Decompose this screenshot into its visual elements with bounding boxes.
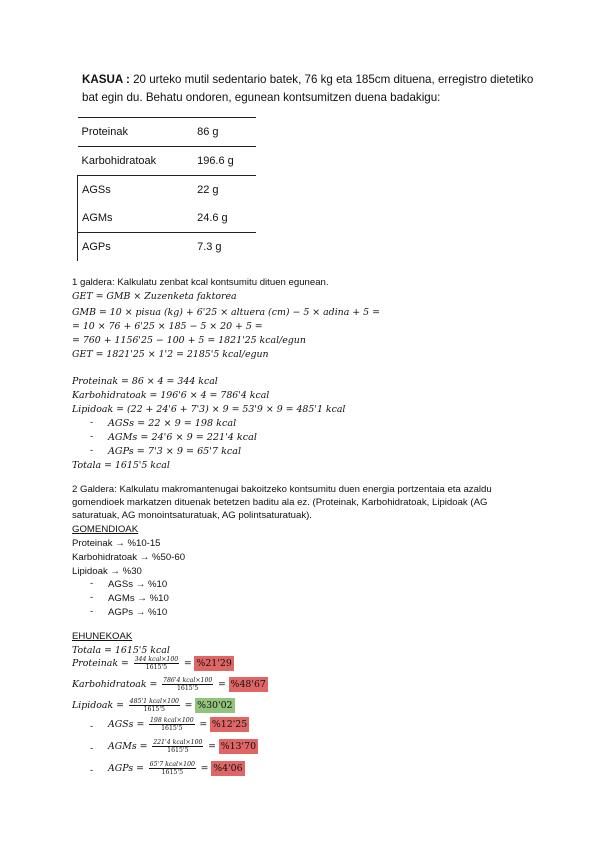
bullet: - (90, 721, 94, 732)
fraction-denominator: 1615'5 (143, 706, 165, 713)
fraction-numerator: 344 kcal×100 (134, 656, 179, 663)
row-name: AGPs (78, 233, 198, 262)
q1-line: GMB = 10 × pisua (kg) + 6'25 × altuera (cm) − 5 × adina + 5 = (72, 307, 380, 318)
percentage-label: AGSs = (108, 719, 145, 731)
lipid-line: AGMs = 24'6 × 9 = 221'4 kcal (108, 432, 257, 443)
total-line: Totala = 1615'5 kcal (72, 645, 170, 656)
percentage-line: Proteinak = $\frac{\text{344 kcal×100}}{1615'5}$ = %21'29 (72, 656, 232, 671)
case-text: 20 urteko mutil sedentario batek, 76 kg eta 185cm dituena, erregistro dietetiko bat egin du. Behatu ondoren, egunean kontsumitzen duena badakigu: (82, 73, 534, 104)
ehunekoak-heading: EHUNEKOAK (72, 631, 133, 642)
macro-line: Lipidoak = (22 + 24'6 + 7'3) × 9 = 53'9 × 9 = 485'1 kcal (72, 404, 346, 415)
percentage-fraction (134, 656, 180, 671)
recommendation-sub: AGPs → %10 (108, 607, 168, 618)
case-intro (82, 71, 552, 107)
table-row (78, 176, 257, 205)
row-value: 22 g (197, 176, 256, 205)
recommendation-sub: AGMs → %10 (108, 593, 169, 604)
percentage-fraction (152, 739, 203, 754)
percentage-label: Karbohidratoak = (72, 679, 158, 691)
percentage-line: Karbohidratoak = $\frac{\text{786'4 kcal×100}}{1615'5}$ = %48'67 (72, 677, 266, 692)
table-row (78, 118, 257, 147)
macro-line: Karbohidratoak = 196'6 × 4 = 786'4 kcal (72, 390, 270, 401)
percentage-label: AGPs = (108, 763, 144, 775)
bullet: - (90, 765, 94, 776)
total-line: Totala = 1615'5 kcal (72, 460, 170, 471)
fraction-numerator: 221'4 kcal×100 (153, 739, 203, 746)
percentage-fraction (162, 677, 213, 692)
recommendation-line: Karbohidratoak → %50-60 (72, 552, 186, 563)
percentage-fraction (149, 717, 195, 732)
bullet: - (90, 445, 94, 456)
percentage-label: Proteinak = (72, 658, 129, 670)
fraction-denominator: 1615'5 (161, 769, 184, 776)
fraction-numerator: 65'7 kcal×100 (149, 761, 195, 768)
recommendation-line: Lipidoak → %30 (72, 566, 142, 577)
q1-line: GET = GMB × Zuzenketa faktorea (72, 291, 237, 302)
row-value: 24.6 g (197, 212, 228, 224)
bullet: - (90, 606, 94, 617)
percentage-fraction (149, 761, 196, 776)
q2-title: 2 Galdera: Kalkulatu makromantenugai bakoitzeko kontsumitu duen energia portzentaia eta azaldu gomendioek markatzen dituenak betetzen baditu ala ez. (Proteinak, Karbohidratoak, Lipidoak (AG saturatuak, AG monointsaturatuak, AG polintsaturatuak). (72, 484, 492, 521)
bullet: - (90, 743, 94, 754)
percentage-result: %48'67 (230, 679, 266, 690)
table-row (78, 204, 257, 233)
fraction-numerator: 485'1 kcal×100 (129, 698, 179, 705)
percentage-fraction (129, 698, 180, 713)
percentage-label: Lipidoak = (72, 700, 124, 712)
table-row (78, 233, 257, 262)
q1-line: = 760 + 1156'25 − 100 + 5 = 1821'25 kcal/egun (72, 335, 306, 346)
percentage-line: AGSs = $\frac{\text{198 kcal×100}}{1615'5}$ = %12'25 (108, 717, 248, 732)
recommendation-sub: AGSs → %10 (108, 579, 168, 590)
row-name: AGSs (78, 176, 198, 205)
row-name: Proteinak (78, 118, 198, 147)
percentage-result: %4'06 (213, 763, 243, 774)
fraction-denominator: 1615'5 (145, 664, 168, 671)
row-name: AGMs (78, 204, 198, 233)
fraction-denominator: 1615'5 (167, 747, 189, 754)
row-value: 86 g (197, 118, 256, 147)
percentage-line: AGMs = $\frac{\text{221'4 kcal×100}}{1615'5}$ = %13'70 (108, 739, 257, 754)
lipid-line: AGSs = 22 × 9 = 198 kcal (108, 418, 237, 429)
table-row (78, 147, 257, 176)
nutrient-table (77, 117, 256, 261)
bullet: - (90, 417, 94, 428)
fraction-numerator: 786'4 kcal×100 (163, 677, 213, 684)
macro-line: Proteinak = 86 × 4 = 344 kcal (72, 376, 218, 387)
bullet: - (90, 431, 94, 442)
percentage-result: %30'02 (197, 700, 233, 711)
row-value: 196.6 g (197, 147, 256, 176)
q1-title: 1 galdera: Kalkulatu zenbat kcal kontsumitu dituen egunean. (72, 277, 329, 288)
gomendioak-heading: GOMENDIOAK (72, 524, 139, 535)
percentage-line: Lipidoak = $\frac{\text{485'1 kcal×100}}{1615'5}$ = %30'02 (72, 698, 233, 713)
percentage-result: %12'25 (211, 719, 248, 730)
q1-line: = 10 × 76 + 6'25 × 185 − 5 × 20 + 5 = (72, 321, 263, 332)
fraction-numerator: 198 kcal×100 (150, 717, 194, 724)
fraction-denominator: 1615'5 (161, 725, 183, 732)
recommendation-line: Proteinak → %10-15 (72, 538, 161, 549)
case-label: KASUA : (82, 73, 130, 86)
q1-line: GET = 1821'25 × 1'2 = 2185'5 kcal/egun (72, 349, 269, 360)
bullet: - (90, 578, 94, 589)
percentage-line: AGPs = $\frac{\text{65'7 kcal×100}}{1615'5}$ = %4'06 (108, 761, 243, 776)
percentage-label: AGMs = (108, 741, 148, 753)
bullet: - (90, 592, 94, 603)
row-name: Karbohidratoak (78, 147, 198, 176)
lipid-line: AGPs = 7'3 × 9 = 65'7 kcal (108, 446, 242, 457)
percentage-result: %21'29 (196, 658, 232, 669)
percentage-result: %13'70 (220, 741, 257, 752)
fraction-denominator: 1615'5 (176, 685, 199, 692)
row-value: 7.3 g (197, 233, 256, 262)
